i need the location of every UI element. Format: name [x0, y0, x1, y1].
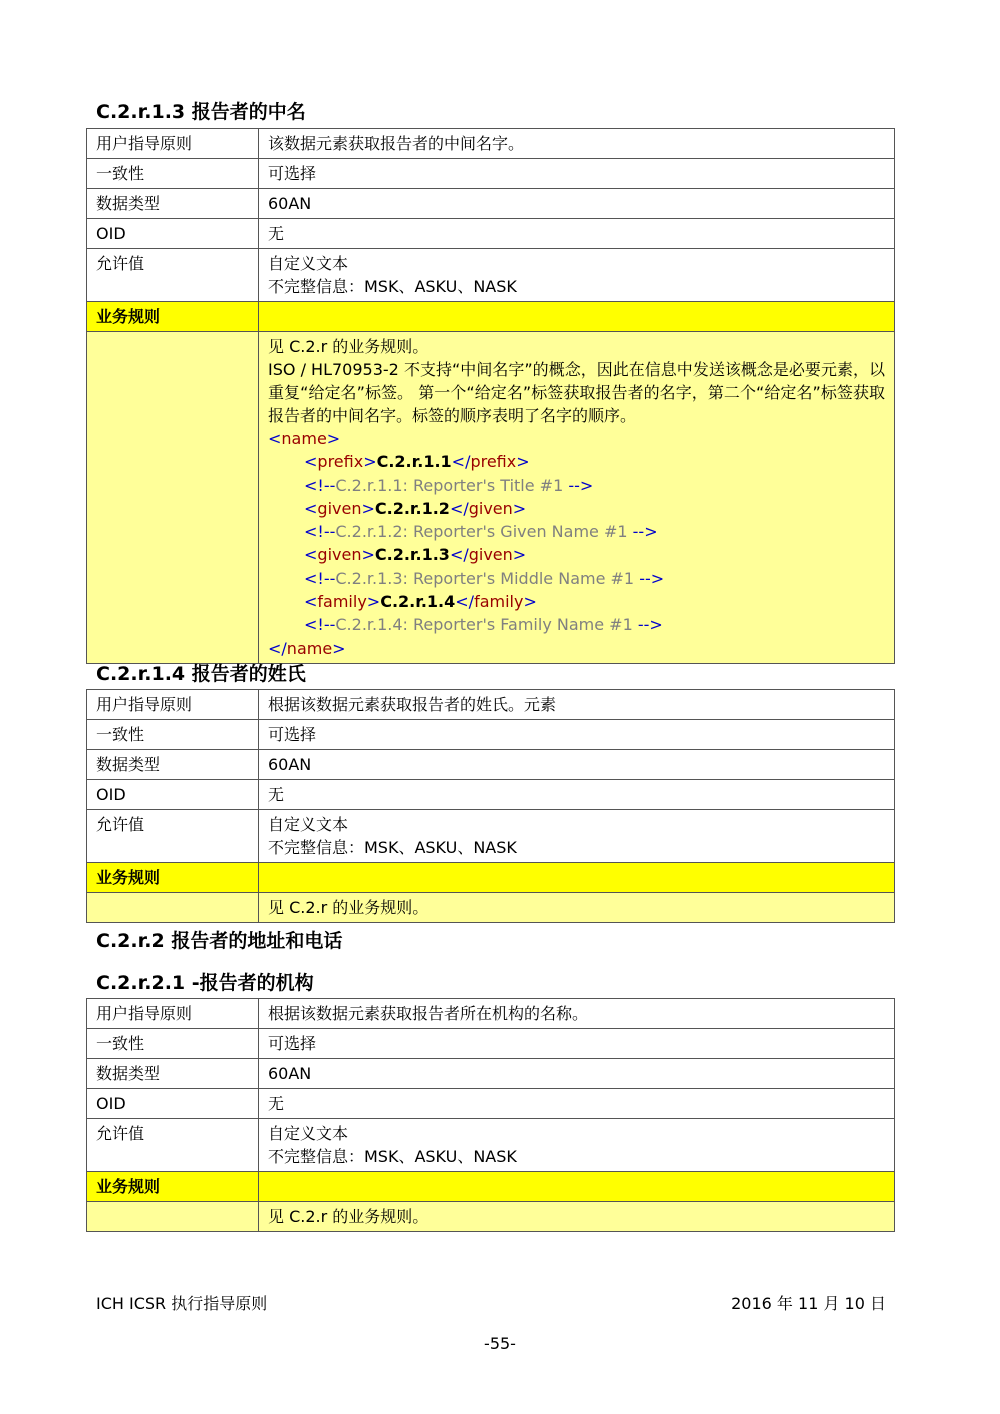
field-value: 根据该数据元素获取报告者所在机构的名称。: [259, 999, 895, 1029]
xml-tag-name: name: [286, 638, 333, 658]
table-row: [87, 1089, 895, 1119]
field-value: 该数据元素获取报告者的中间名字。: [259, 129, 895, 159]
field-label: 允许值: [87, 249, 259, 302]
field-value: 可选择: [259, 720, 895, 750]
xml-comment: C.2.r.1.1: Reporter's Title #1: [335, 475, 564, 495]
table-row: [87, 1119, 895, 1172]
business-rules-header-cell: [259, 863, 895, 893]
field-label: OID: [87, 1089, 259, 1119]
field-label: 用户指导原则: [87, 999, 259, 1029]
field-label: 数据类型: [87, 750, 259, 780]
table-row: [87, 863, 895, 893]
xml-line: <prefix>C.2.r.1.1</prefix>: [304, 452, 530, 472]
xml-element-value: C.2.r.1.2: [374, 498, 450, 518]
field-label: 一致性: [87, 720, 259, 750]
xml-comment: C.2.r.1.3: Reporter's Middle Name #1: [335, 568, 635, 588]
xml-line: <name>: [268, 429, 341, 448]
field-value: [259, 810, 895, 863]
xml-line: <family>C.2.r.1.4</family>: [304, 592, 537, 612]
xml-tag-name: given: [317, 498, 362, 518]
field-value: 60AN: [259, 1059, 895, 1089]
field-label: 数据类型: [87, 1059, 259, 1089]
allowed-value: 自定义文本: [268, 1124, 349, 1143]
xml-tag-name: family: [317, 592, 367, 612]
table-row: [87, 1029, 895, 1059]
business-rules-paragraph: ISO / HL70953-2 不支持“中间名字”的概念，因此在信息中发送该概念是必要元素，以重复“给定名”标签。 第一个“给定名”标签获取报告者的名字，第二个“给定名”标签获取报告者的中间名字。标签的顺序表明了名字的顺序。: [268, 360, 885, 425]
table-row: [87, 249, 895, 302]
field-label: 允许值: [87, 1119, 259, 1172]
business-rules-label: 业务规则: [87, 1172, 259, 1202]
xml-tag-name: prefix: [470, 452, 517, 472]
xml-tag-name: prefix: [317, 452, 364, 472]
xml-comment-line: <!--C.2.r.1.3: Reporter's Middle Name #1 -->: [304, 568, 665, 588]
field-label: 用户指导原则: [87, 129, 259, 159]
xml-comment-line: <!--C.2.r.1.2: Reporter's Given Name #1 -->: [304, 522, 658, 542]
allowed-value: 自定义文本: [268, 254, 349, 273]
table-row: [87, 690, 895, 720]
page-number: -55-: [484, 1334, 516, 1353]
field-label: 允许值: [87, 810, 259, 863]
table-row: [87, 1202, 895, 1232]
allowed-value: 不完整信息：MSK、ASKU、NASK: [268, 277, 517, 296]
field-value: 可选择: [259, 159, 895, 189]
xml-line: <given>C.2.r.1.3</given>: [304, 545, 527, 565]
field-value: 无: [259, 219, 895, 249]
table-row: [87, 750, 895, 780]
field-label: 数据类型: [87, 189, 259, 219]
field-value: 60AN: [259, 750, 895, 780]
footer-date: 2016 年 11 月 10 日: [731, 1294, 886, 1313]
business-rules-text: 见 C.2.r 的业务规则。: [259, 1202, 895, 1232]
table-row: [87, 810, 895, 863]
xml-line: </name>: [268, 638, 346, 658]
table-row: [87, 780, 895, 810]
business-rules-text: 见 C.2.r 的业务规则。: [268, 337, 429, 356]
field-label: 一致性: [87, 159, 259, 189]
xml-tag-name: given: [317, 545, 362, 565]
empty-cell: [87, 1202, 259, 1232]
table-row: [87, 189, 895, 219]
field-value: 根据该数据元素获取报告者的姓氏。元素: [259, 690, 895, 720]
field-label: OID: [87, 780, 259, 810]
field-value: 可选择: [259, 1029, 895, 1059]
field-value: [259, 249, 895, 302]
table-row: [87, 720, 895, 750]
table-row: [87, 219, 895, 249]
table-row: [87, 159, 895, 189]
field-value: 60AN: [259, 189, 895, 219]
xml-tag-name: given: [468, 498, 513, 518]
table-row: [87, 893, 895, 923]
empty-cell: [87, 332, 259, 664]
xml-comment-line: <!--C.2.r.1.1: Reporter's Title #1 -->: [304, 475, 594, 495]
xml-tag-name: name: [281, 429, 327, 448]
xml-element-value: C.2.r.1.3: [374, 545, 450, 565]
xml-comment-line: <!--C.2.r.1.4: Reporter's Family Name #1 -->: [304, 615, 663, 635]
section-heading: C.2.r.2.1 -报告者的机构: [96, 972, 314, 994]
xml-tag-name: given: [468, 545, 513, 565]
table-row: [87, 999, 895, 1029]
table-row: [87, 302, 895, 332]
business-rules-text: 见 C.2.r 的业务规则。: [259, 893, 895, 923]
xml-element-value: C.2.r.1.4: [380, 592, 456, 612]
field-label: 一致性: [87, 1029, 259, 1059]
business-rules-cell: [259, 332, 895, 664]
table-row: [87, 129, 895, 159]
table-row: [87, 1059, 895, 1089]
business-rules-label: 业务规则: [87, 302, 259, 332]
xml-comment: C.2.r.1.2: Reporter's Given Name #1: [335, 522, 628, 542]
xml-comment: C.2.r.1.4: Reporter's Family Name #1: [335, 615, 633, 635]
table-row: [87, 332, 895, 664]
xml-tag-name: family: [474, 592, 524, 612]
business-rules-label: 业务规则: [87, 863, 259, 893]
spec-table: [86, 689, 895, 923]
footer-left: ICH ICSR 执行指导原则: [96, 1294, 268, 1313]
allowed-value: 自定义文本: [268, 815, 349, 834]
allowed-value: 不完整信息：MSK、ASKU、NASK: [268, 838, 517, 857]
field-label: 用户指导原则: [87, 690, 259, 720]
xml-element-value: C.2.r.1.1: [376, 452, 452, 472]
section-heading: C.2.r.2 报告者的地址和电话: [96, 930, 343, 952]
spec-table: [86, 998, 895, 1232]
business-rules-header-cell: [259, 302, 895, 332]
section-heading: C.2.r.1.3 报告者的中名: [96, 101, 306, 123]
xml-line: <given>C.2.r.1.2</given>: [304, 498, 527, 518]
field-label: OID: [87, 219, 259, 249]
field-value: 无: [259, 780, 895, 810]
spec-table: [86, 128, 895, 664]
business-rules-header-cell: [259, 1172, 895, 1202]
section-heading: C.2.r.1.4 报告者的姓氏: [96, 663, 306, 685]
table-row: [87, 1172, 895, 1202]
field-value: [259, 1119, 895, 1172]
allowed-value: 不完整信息：MSK、ASKU、NASK: [268, 1147, 517, 1166]
field-value: 无: [259, 1089, 895, 1119]
empty-cell: [87, 893, 259, 923]
